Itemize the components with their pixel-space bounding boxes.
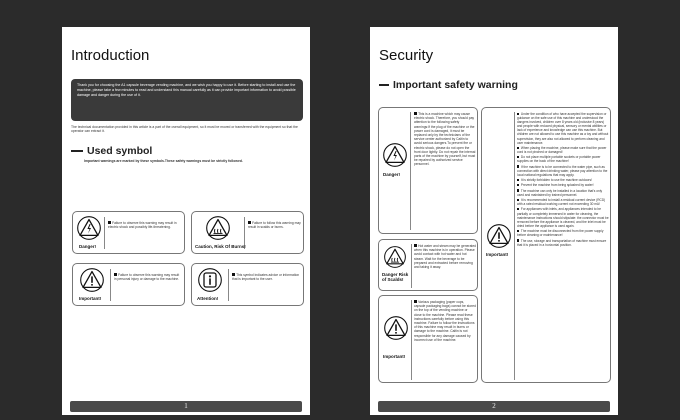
electric-hazard-icon <box>77 216 101 240</box>
list-item: It is recommended to install a residual current device (RCD) with a rated residual working current not exceeding 30 mA! <box>517 198 606 207</box>
list-item: Do not place multiple portable sockets or portable power supplies on the back of the machine! <box>517 155 601 164</box>
list-item: The machine can only be installed in a location that's only used and maintained by trained personnel. <box>517 188 603 197</box>
symbol-card-important <box>72 263 185 306</box>
hot-surface-icon <box>206 216 230 240</box>
warning-description: This is a machine which may cause electric shock. Therefore, you should pay attention to the following safety warnings:If the plug of the machine or the power cord is damaged, it must be replaced only by the technicians of the service center authorized by Caltin to avoid serious dangers.To prevent fire or electric shock, please do not open the front door lightly. Do not repair the internal parts of the machine by yourself, but must be repaired by authorized service personnel. <box>414 112 476 167</box>
card-divider <box>514 112 515 380</box>
page-title: Security <box>379 47 434 64</box>
symbol-description: Failure to follow this warning may result in scalds or burns. <box>248 221 301 230</box>
symbol-card-danger <box>72 211 185 254</box>
symbol-description: Failure to observe this warning may result in electric shock and possibly life-threatening. <box>108 221 177 230</box>
list-item: It is strictly forbidden to use the machine outdoors! <box>517 178 609 182</box>
symbol-caption: Important! <box>79 296 102 301</box>
info-icon <box>198 268 222 292</box>
list-item: Under the condition of who have accepted the supervision or guidance on the safe use of this machine and understood the dangers involved, children over 8 years old (inclusive 8 years) and people with reduced physical, sensory or mental abilities or lack of experience and knowledge can use this machine. But children are not allowed to use this machine as a toy and without supervision, they are also not allowed to perform cleaning and user maintenance. <box>517 112 609 145</box>
list-item: The use, storage and transportation of machine must ensure that it is placed in a horizontal position. <box>517 238 607 247</box>
exclamation-warning-icon <box>80 268 104 292</box>
card-divider <box>411 300 412 380</box>
safety-warning-heading <box>379 79 518 91</box>
list-item: For appliances with inlets, and appliances intended to be partially or completely immersed in water for cleaning, the maintenance instructions should stipulate: the connector must be removed before the appliance is cleaned, and the inlet must be dried before the appliance is used again. <box>517 207 609 228</box>
list-item: When placing the machine, please make sure that the power cord is not pinched or damaged! <box>517 145 607 155</box>
page-number-bar: 1 <box>70 401 302 412</box>
symbol-description: Failure to observe this warning may result in personal injury or damage to the machine. <box>114 273 180 282</box>
page-introduction <box>62 27 310 415</box>
exclamation-warning-icon <box>384 316 408 340</box>
warning-caption: Important! <box>383 354 406 359</box>
heading-dash <box>379 84 389 86</box>
page-number-bar: 2 <box>378 401 610 412</box>
used-symbol-heading <box>71 145 152 157</box>
exclamation-warning-icon <box>487 224 511 248</box>
important-bullet-list <box>517 112 609 380</box>
symbol-card-caution-burns <box>191 211 304 254</box>
card-divider <box>104 217 105 249</box>
warning-card-important <box>378 295 478 383</box>
warning-card-important-list <box>481 107 611 383</box>
used-symbol-heading-text: Used symbol <box>87 145 153 157</box>
symbol-card-attention <box>191 263 304 306</box>
tech-note: The technical documentation provided in this article is a part of the overall equipment, so it must be moved or transferred with the equipment so that the operator can extract it. <box>71 125 298 134</box>
symbol-caption: Danger! <box>79 244 97 249</box>
hot-surface-icon <box>384 246 406 268</box>
card-divider <box>110 269 111 301</box>
warning-card-scalds <box>378 239 478 291</box>
list-item: Prevent the machine from being splashed by water! <box>517 183 609 187</box>
page-title: Introduction <box>71 47 150 64</box>
list-item: The machine must be disconnected from the power supply before cleaning or maintenance! <box>517 229 604 238</box>
symbol-caption: Attention! <box>197 296 219 301</box>
warning-caption: Danger! <box>383 172 401 177</box>
warning-caption: Important! <box>486 252 509 257</box>
page-security <box>370 27 618 415</box>
safety-warning-heading-text: Important safety warning <box>393 79 518 91</box>
warning-caption: Danger Risk of Scalds! <box>382 272 409 283</box>
symbol-caption: Caution, Risk Of Burns! <box>195 244 246 249</box>
card-divider <box>228 269 229 301</box>
card-divider <box>410 112 411 230</box>
warning-card-danger <box>378 107 478 234</box>
card-divider <box>411 244 412 288</box>
symbol-description: This symbol indicates advice or information that is important to the user. <box>232 273 300 282</box>
used-symbol-subtitle: Important warnings are marked by these symbols.These safety warnings must be strictly followed. <box>84 159 243 163</box>
warning-description: Hot water and steam may be generated when this machine is in operation. Please avoid contact with hot water and hot steam. Wait for the beverage to be prepared and extracted before removing and taking it away. <box>414 244 476 270</box>
warning-description: Various packaging (paper cups, capsule packaging bags) cannot be stored on the top of the vending machine or close to the machine. Please read these instructions carefully before using this machine. Failure to follow the instructions of this machine may result in burns or damage to the machine. Caltin is not responsible for any damage caused by incorrect use of the machine. <box>414 300 476 342</box>
electric-hazard-icon <box>383 143 407 167</box>
intro-text-box: Thank you for choosing the A1 capsule beverage vending machine, and we wish you happy to use it. Before starting to install and use the machine, please take a few minutes to read and understand this manual carefully as it can provide important information to avoid possible damage and danger during the use of it. <box>71 79 303 121</box>
list-item: If the machine is to be connected to the water pipe, such as connection with direct drinking water, please pay attention to the local national regulations that may apply. <box>517 164 608 177</box>
heading-dash <box>71 150 83 152</box>
